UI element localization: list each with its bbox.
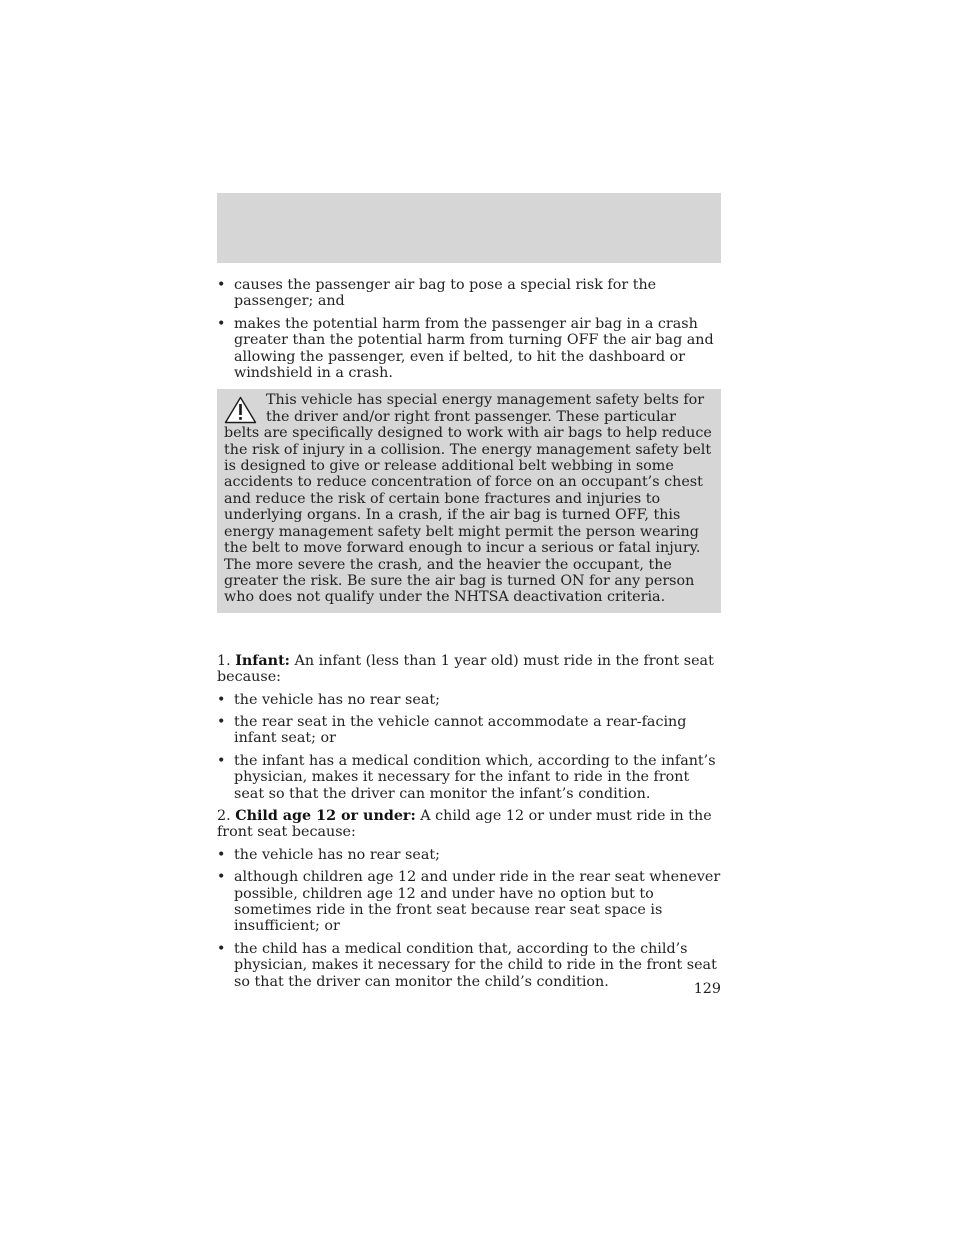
warning-triangle-icon xyxy=(224,396,257,424)
section-title: Child age 12 or under: xyxy=(235,807,416,824)
bullet: • xyxy=(217,277,226,293)
page-number: 129 xyxy=(693,981,721,997)
section-number: 1. xyxy=(217,652,236,669)
warning-box xyxy=(217,389,721,612)
bullet-text: makes the potential harm from the passenger air bag in a crash greater than the potential harm from turning OFF the air bag and allowing the passenger, even if belted, to hit the dashboard or windshield in a crash. xyxy=(234,315,714,382)
bullet: • xyxy=(217,752,226,769)
section-child-intro xyxy=(217,808,721,841)
warning-text: This vehicle has special energy management safety belts for the driver and/or right front passenger. These particular belts are specifically designed to work with air bags to help reduce the risk of injury in a collision. The energy management safety belt is designed to give or release additional belt webbing in some accidents to reduce concentration of force on an occupant’s chest and reduce the risk of certain bone fractures and injuries to underlying organs. In a crash, if the air bag is turned OFF, this energy management safety belt might permit the person wearing the belt to move forward enough to incur a serious or fatal injury. The more severe the crash, and the heavier the occupant, the greater the risk. Be sure the air bag is turned ON for any person who does not qualify under the NHTSA deactivation criteria. xyxy=(224,392,712,606)
page-content xyxy=(217,277,721,996)
list-item xyxy=(217,692,721,708)
bullet: • xyxy=(217,940,226,957)
list-item xyxy=(217,753,721,802)
bullet: • xyxy=(217,713,226,730)
list-item xyxy=(217,847,721,863)
header-band xyxy=(217,193,721,263)
bullet-text: the vehicle has no rear seat; xyxy=(234,691,440,708)
bullet: • xyxy=(217,869,226,886)
list-item xyxy=(217,316,721,382)
bullet: • xyxy=(217,315,226,332)
bullet-text: the child has a medical condition that, according to the child’s physician, makes it necessary for the child to ride in the front seat so that the driver can monitor the child’s condition. xyxy=(234,940,717,990)
bullet-text: the rear seat in the vehicle cannot accommodate a rear-facing infant seat; or xyxy=(234,713,687,747)
section-text: An infant (less than 1 year old) must ride in the front seat because: xyxy=(217,652,714,686)
list-item xyxy=(217,714,721,747)
bullet: • xyxy=(217,691,226,708)
bullet-text: although children age 12 and under ride in the rear seat whenever possible, children age 12 and under have no option but to sometimes ride in the front seat because rear seat space is insufficient; or xyxy=(234,869,721,935)
bullet-text: causes the passenger air bag to pose a special risk for the passenger; and xyxy=(234,277,657,310)
list-item xyxy=(217,869,721,935)
bullet-text: the infant has a medical condition which, according to the infant’s physician, makes it necessary for the infant to ride in the front seat so that the driver can monitor the infant’s condition. xyxy=(234,752,716,802)
list-item xyxy=(217,277,721,310)
bullet: • xyxy=(217,846,226,863)
section-infant-intro xyxy=(217,653,721,686)
bullet-text: the vehicle has no rear seat; xyxy=(234,846,440,863)
section-title: Infant: xyxy=(235,652,290,669)
section-number: 2. xyxy=(217,807,236,824)
section-text: A child age 12 or under must ride in the front seat because: xyxy=(217,807,712,841)
